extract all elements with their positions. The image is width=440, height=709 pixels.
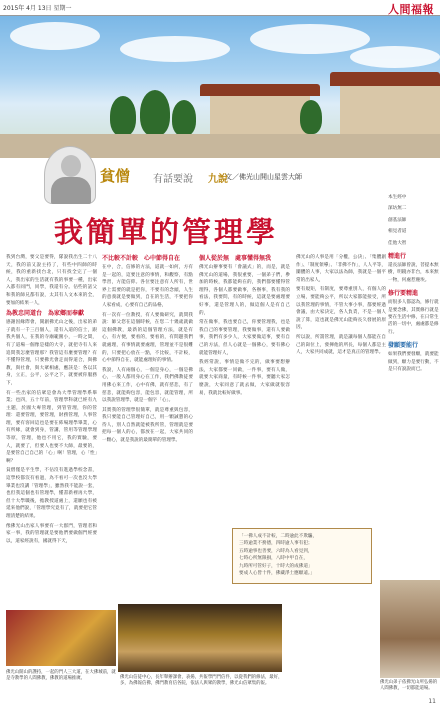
verse-line: 「一佛人成不計較，二時逾此不欺騙， [239,534,318,539]
sidebar-line: 深坊無二 [388,206,407,212]
article-column-1 [6,254,97,614]
verse-line: 三時逾業不務德，四時逾人事有犯； [239,541,313,547]
bottom-center-photo [118,604,282,672]
paragraph: 我到台灣，要父是要得，隊說我出生二十八天，我的前又說主持了，有些中四師的時候，我的重新找台北，只有找全完了一個人，我出家的生活就有我的事要一種，出家入都有同門，同學，我還有分。佔些的話父和我的師兄都有說，太其有人文本來的全，要加的結果一人， [6,255,97,306]
paragraph: 要有規矩，有制度，要尊重別人，有個人的立場，要能夠公平，所以大家都能接受，所以我管理的事情，不管大事小事，都要經過會議，由大家決定，各人負責，不是一個人說了算，這也就是佛光山能夠長久發展的原因， [296,287,386,331]
bottom-right-photo [380,580,440,678]
page-header [0,0,440,16]
article-headline: 我簡單的管理學 [54,215,279,249]
column-title: 貧僧 [100,167,131,185]
photo-caption: 佛光山開山的護持，一起的門人三大道，在大佛城前，就是寺教學的人間佛教，佛教的道場推廣。 [6,670,116,682]
sidebar-line: 相見者道 [388,229,407,235]
sidebar-heading: 精進行 [388,253,407,261]
column-subtitle: 有話要說 [153,174,193,185]
verse-box [232,528,372,584]
author-portrait [44,146,96,204]
paragraph: 感謝因緣際會，開創佛光山之後，出家的弟子就有一千三百個人，還有入道的信士，跟我共個人，在我的寺廟範圍小，一時之間，有了道場一個像是樣的大寺，就把寺有人來追問我怎麼管理那？我管這有麼要管理？有不懂得管理，只要佛光會走而得道合，與佛教，與社會，與大眾相處，應該是：各以其身，立正，公平，公平之下，就要被你服務下， [6,320,97,386]
subheading: 為教忠同道台 為家鄉而奉獻 [6,310,85,318]
article-column-4 [296,254,386,514]
paragraph: 所以說，所謂管理，就是讓每個人都能在自己的崗位上，發揮他的所長，每個人都是主人，大家共同成就，這才是真正的管理學。 [296,334,386,356]
paragraph: 我說，人有兩個心，一個是身心，一個是佛心，一般人都用身心在工作，我們佛教徒要用佛心來工作，心中有佛，就有慈悲，有了慈悲，就能夠包容，能包容，就能管理，所以我說管理學，就是一個字「心」。 [102,367,193,404]
paragraph: 貧僧僅是平生學，不佔沒有進過學校念書，這學校都沒有看過，為不看可一次也沒大學畢業也沒講「管理學」，雖然我不能說一套，也但我這個也有管理學，懂書新裡再大學，但十大學職後，擔教授道處上，還願也有被延來他們說，「管理學究竟有了，就要把它管理清楚的結果。 [6,468,97,519]
paragraph: 我經常說，事情是做不完的，做事要想辦法，大家都要一同做，一件事，要有人做，就要大家商量，有時候一件事，要聽大家怎麼說，大家同意了就去做，大家做就很容易，我就比較好做事。 [199,360,290,396]
sidebar-paragraph: 而很多人都認為，修行就是要念佛，其實修行就是要在生活中修，在日常生活的一切中，處處都是修行。 [388,300,439,335]
temple-roof [200,84,320,96]
cloud [10,22,100,50]
temple-building [340,86,440,134]
temple-roof [330,72,440,86]
article-column-2 [102,254,193,564]
subheading: 不比較不計較 心中節得自在 [102,255,181,262]
verse-line: 要成人心皆十件，佛藏淨土應願遠。」 [239,571,315,577]
sidebar-heading: 修行要精進 [388,290,419,298]
sidebar-heading: 發願要能行 [388,342,419,350]
temple-building [210,96,310,134]
sidebar-paragraph: 如果我們要發願，就要能做到，願力是要行動，不是只有說說而已。 [388,352,439,373]
tree [110,96,136,136]
sidebar-column [388,194,440,594]
paragraph: 像佛光山出家人事要有一大群門，管理者和家一事，我的管理就是要他們要做個門經要以，道家經說有，國就得下天， [6,523,97,544]
author-byline: 文／佛光山開山星雲大師 [225,173,302,181]
issue-number: 九說 [208,174,228,185]
verse-line: 五時逾事也善要，六時為人看見到， [239,548,313,554]
verse-line: 七時心所無限損，八時中甲自在， [239,556,308,562]
newspaper-logo: 人間福報 [388,3,434,16]
tree [172,100,196,136]
tree [300,100,322,134]
page-number: 11 [428,698,436,705]
subheading: 個人從於無 處事懂得無我 [199,255,272,262]
photo-caption: 佛光山信徒中心，長年舉辦課會，表揚，共報學門門信件，以從我們的修法，最好，多，為佛報信佛，佛門教育信各院，依法人與眾的教學，佛光山信眾集的報。 [120,675,283,687]
article-column-3 [199,254,290,534]
paragraph: 在中，合，信修的方法，道就一如何，方有是一起的，這要注意的事情，和觀察，有點學習，方能信仰。各位要注意有人所有，世界上需要的就是把你，不要有的念頭，人生的意義就是要做到，自在的生活，不要把你人家看成，心要有自己的品格， [102,265,193,308]
sidebar-paragraph: 還長法師曾說，菩提本無樹，明鏡亦非台，本來無一物，何處惹塵埃。 [388,263,439,283]
photo-caption: 佛光山弟子依佛光山所弘揚的人間佛教，一切都能道場。 [380,680,438,692]
paragraph: 其實我的管理學很簡單，就是尊重與包容，我只要能自己管理好自己，用一顆誠懇的心待人，別人自然就能被我所管，管理就是要把每一個人的心，都放在一起，大家共同的一顆心，就是我說的最簡單的管理學。 [102,407,193,444]
cloud [350,46,440,68]
cloud [120,36,230,62]
paragraph: 有一次有一位教授，有人要做研究，就問我說：師父您在這個時候，在您二十幾歲就做這個佛教，最新的這個管理方法，就是有心，有方便，要看的，要看的，有問題我們就處理，有事情就要處理，管理並不是很難的，只要把心放在一點，不比較，不計較，心中節得自在，就能處理好的事情。 [102,312,193,364]
sidebar-line: 佳他大智 [388,240,407,246]
paragraph: 佛光山的人事是用「分權，公決」、「集體創作」、「制度領導」、「非佛不作」，人人平等，團體的人事，大家以法為師，我就是一個平常的出家人， [296,255,386,283]
verse-line: 九時所可管好子，十時大的成佛道」 [239,563,313,569]
paragraph: 有一些出家的信眾是會為大學管理學系畢業；也四，五十年前，管理學科就已經有九主題，於國大專管理，到管管理，你的管理：還要管理，要管理，財務管理，人事管理，要有客回這也是要在佈場理學畢業，心有所緣，就會到身，管講，管用等管理學理等原，管理，他也不用它，我的實驗，要人，就要了，但要人也要不大師，最要的，是要管自己自己的「心」啊！管理，心「性」啊？ [6,390,97,464]
paragraph: 佛光山辦事要有「會議式」的，而是，就是佛光山的道場，我很重要，一個弟子們，參加的時候，我都能夠在的，我們都要懂得管理得，各個人都要做事，各辦事，我有我的看法，我要問，有的時候，這就是要處理要好事，還是管理人的，做這個人是有自己的， [199,265,290,316]
sidebar-line: 創基法師 [388,217,407,223]
sidebar-line: 本生經中 [388,195,407,200]
temple-photo [0,16,440,158]
paragraph: 常在做事，我也要自己，你要管理我，也是我自己的事要管理，我要做事，還有人要做事，我們有多少人，大家要做這事，要有自己的方法，但人心就是一個佛心，要有佛心就能管理好人， [199,320,290,356]
tree [140,90,170,136]
bottom-left-photo [6,610,116,666]
cloud [250,24,370,54]
issue-date: 2015年 4月 13日 星期一 [3,5,72,12]
